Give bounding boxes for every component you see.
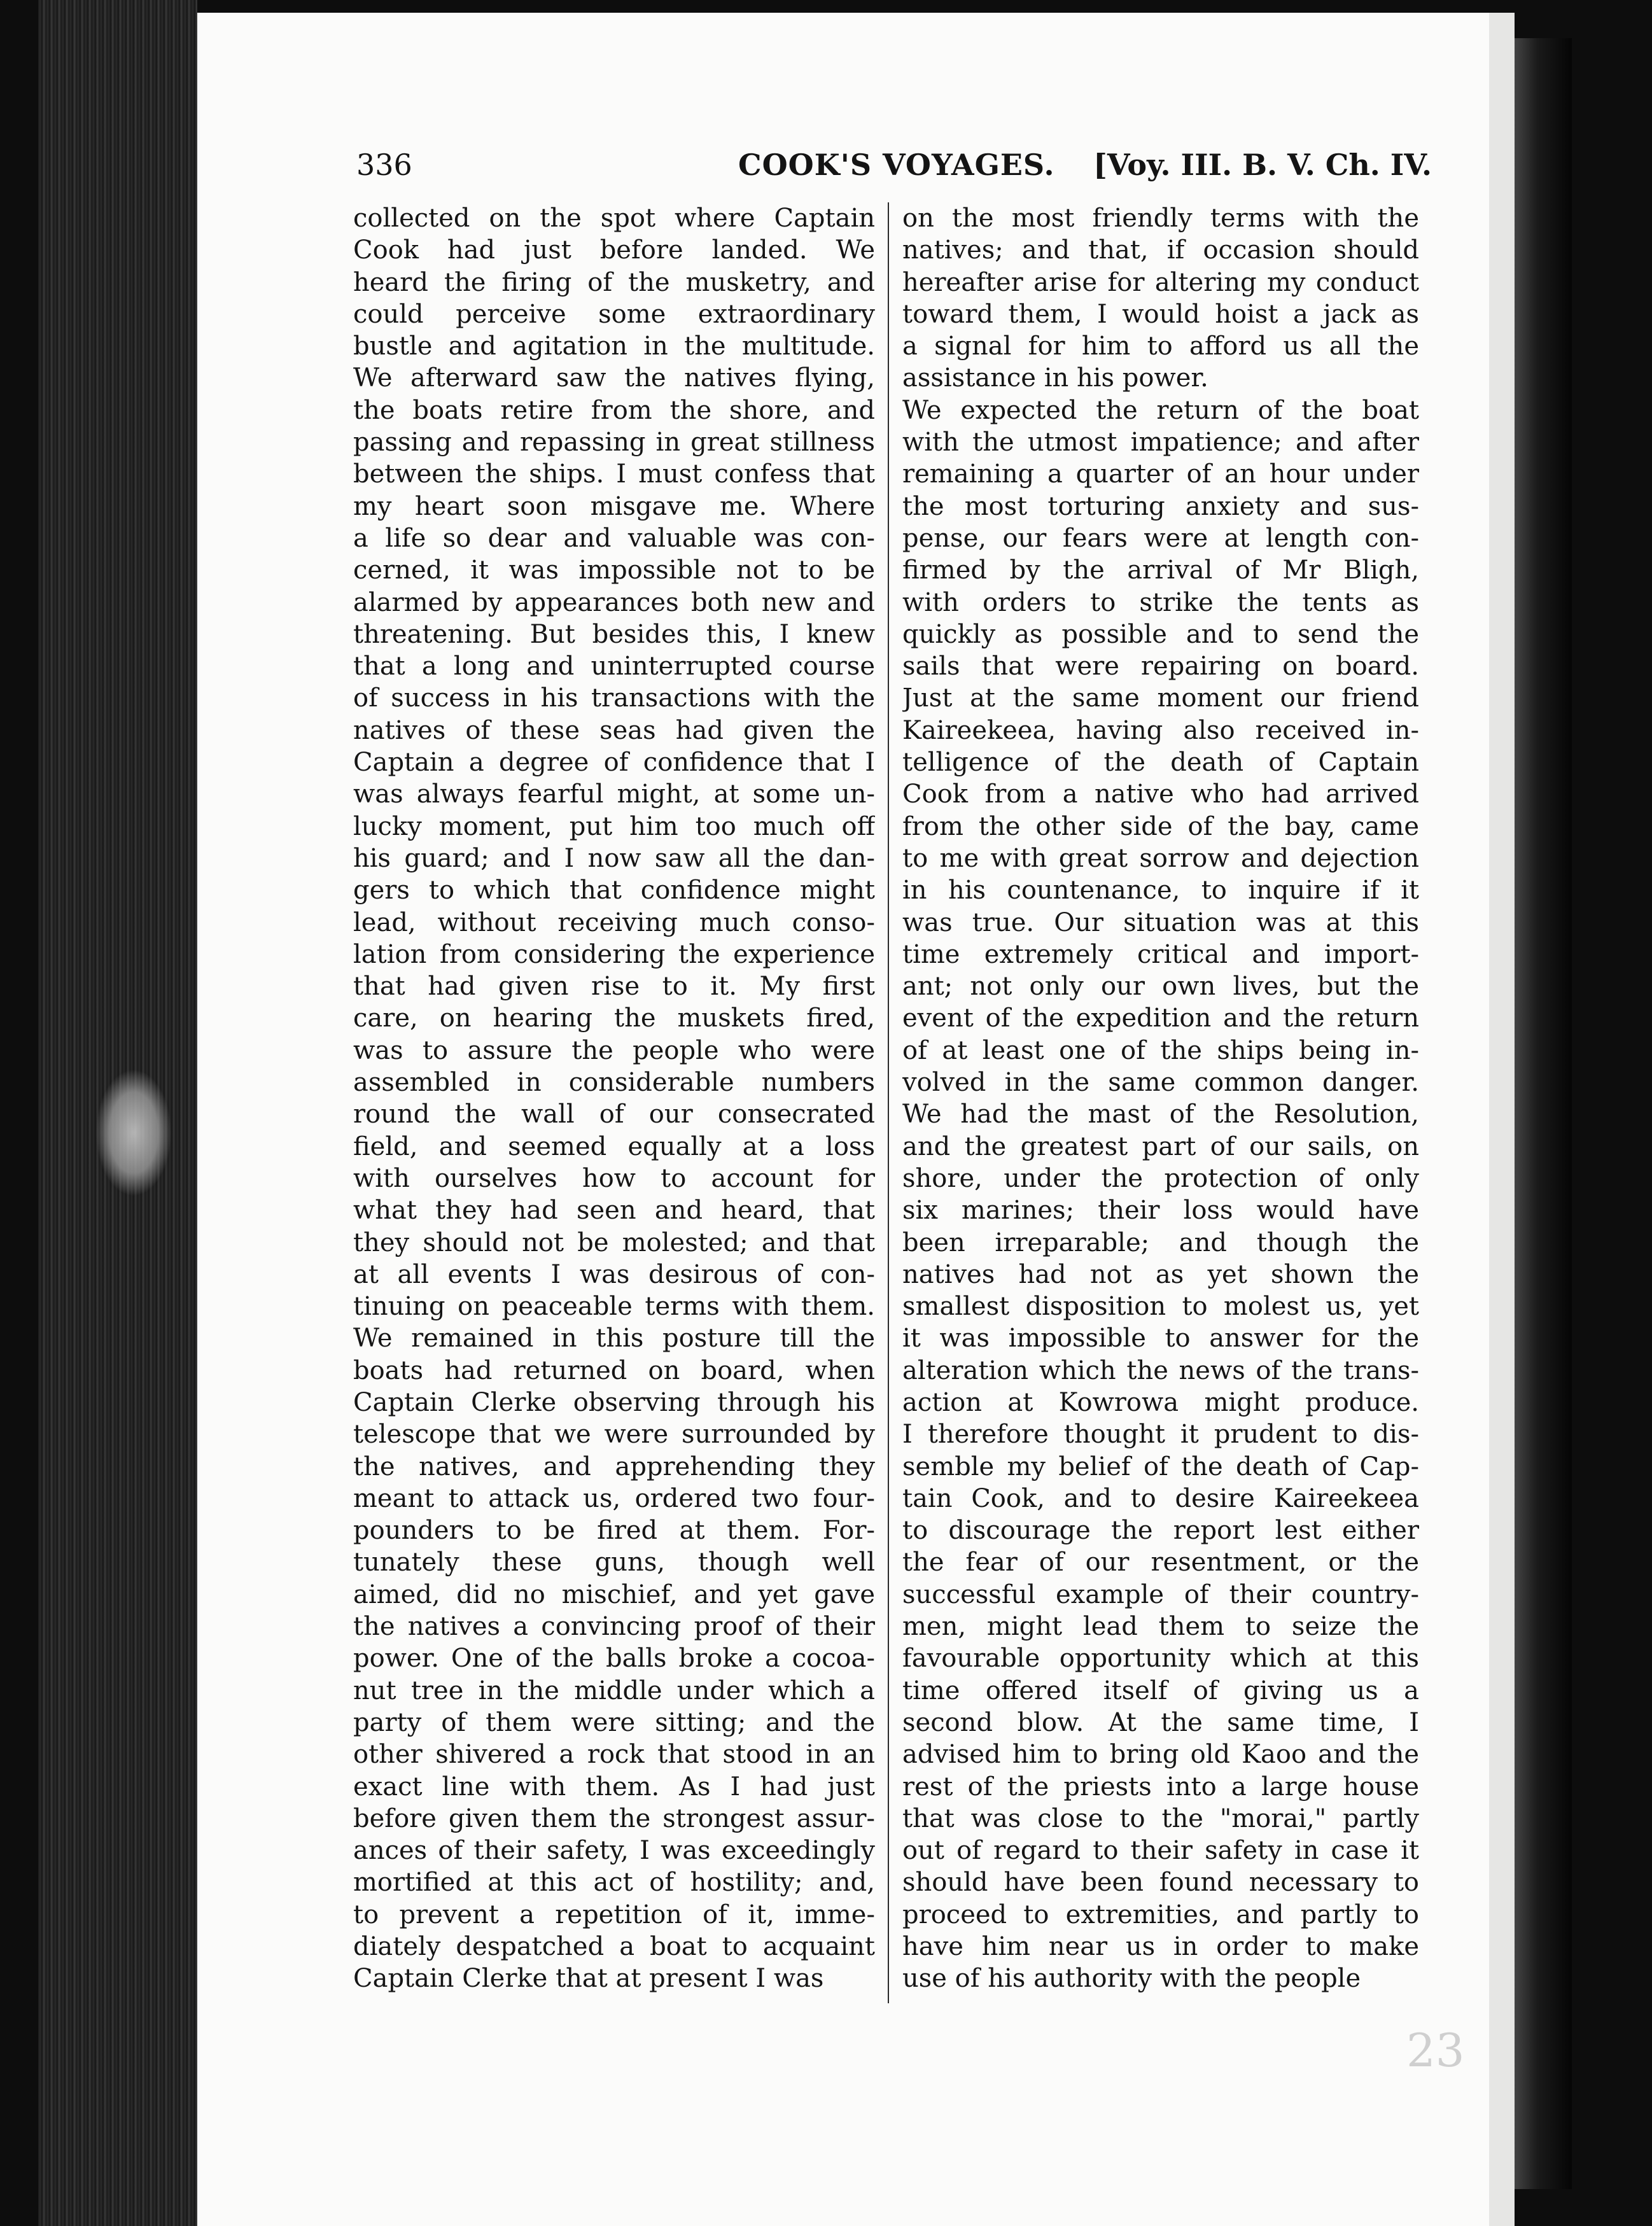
text-line: with ourselves how to account for [353,1163,875,1193]
text-line: lead, without receiving much conso- [353,907,875,937]
text-line: they should not be molested; and that [353,1228,875,1257]
text-line: six marines; their loss would have [902,1196,1419,1226]
text-line: exact line with them. As I had just [353,1772,875,1802]
text-line: to prevent a repetition of it, imme- [353,1900,875,1929]
text-line: I therefore thought it prudent to dis- [902,1420,1419,1450]
text-line: sails that were repairing on board. [902,652,1419,682]
text-line: We afterward saw the natives flying, [353,363,875,393]
text-line: Kaireekeea, having also received in- [902,715,1419,745]
text-line: at all events I was desirous of con- [353,1259,875,1289]
text-line: Captain a degree of confidence that I [353,748,875,778]
text-line: heard the firing of the musketry, and [353,267,875,297]
text-line: telligence of the death of Captain [902,748,1419,778]
text-line: was always fearful might, at some un- [353,780,875,809]
text-line: in his countenance, to inquire if it [902,876,1419,906]
running-header [356,148,1432,192]
text-line: We had the mast of the Resolution, [902,1100,1419,1130]
text-line: aimed, did no mischief, and yet gave [353,1579,875,1609]
text-line: it was impossible to answer for the [902,1324,1419,1354]
text-line: was true. Our situation was at this [902,907,1419,937]
paper-damage-mark [95,1069,172,1196]
left-text-column [353,202,875,1995]
page-number: 336 [356,148,412,182]
text-line: the boats retire from the shore, and [353,395,875,425]
text-line: should have been found necessary to [902,1868,1419,1898]
text-line: that was close to the "morai," partly [902,1803,1419,1833]
text-line: his guard; and I now saw all the dan- [353,843,875,873]
text-line: ances of their safety, I was exceedingly [353,1836,875,1866]
text-line: could perceive some extraordinary [353,299,875,329]
text-line: care, on hearing the muskets fired, [353,1004,875,1033]
text-line: was to assure the people who were [353,1035,875,1065]
text-line: that had given rise to it. My first [353,972,875,1002]
text-line: alarmed by appearances both new and [353,587,875,617]
text-line: the most torturing anxiety and sus- [902,491,1419,521]
text-line: action at Kowrowa might produce. [902,1387,1419,1417]
text-line: Cook from a native who had arrived [902,780,1419,809]
text-line: to me with great sorrow and dejection [902,843,1419,873]
text-line: favourable opportunity which at this [902,1644,1419,1674]
text-line: hereafter arise for altering my conduct [902,267,1419,297]
text-line: have him near us in order to make [902,1932,1419,1962]
text-line: Captain Clerke observing through his [353,1387,875,1417]
text-line: mortified at this act of hostility; and, [353,1868,875,1898]
text-line: assembled in considerable numbers [353,1068,875,1098]
text-line: pounders to be fired at them. For- [353,1516,875,1546]
column-divider [888,202,889,2003]
text-line: passing and repassing in great stillness [353,428,875,458]
text-line: threatening. But besides this, I knew [353,619,875,649]
text-line: with the utmost impatience; and after [902,428,1419,458]
text-line: smallest disposition to molest us, yet [902,1292,1419,1322]
text-line: other shivered a rock that stood in an [353,1740,875,1770]
text-line: firmed by the arrival of Mr Bligh, [902,556,1419,585]
text-line: nut tree in the middle under which a [353,1676,875,1705]
text-line: natives had not as yet shown the [902,1259,1419,1289]
text-line: natives; and that, if occasion should [902,235,1419,265]
text-line: the natives a convincing proof of their [353,1612,875,1642]
text-line: tinuing on peaceable terms with them. [353,1292,875,1322]
binding-shadow [1515,38,1572,2189]
text-line: pense, our fears were at length con- [902,523,1419,553]
text-line: gers to which that confidence might [353,876,875,906]
text-line: rest of the priests into a large house [902,1772,1419,1802]
text-line: what they had seen and heard, that [353,1196,875,1226]
text-line: event of the expedition and the return [902,1004,1419,1033]
text-line: quickly as possible and to send the [902,619,1419,649]
text-line: of at least one of the ships being in- [902,1035,1419,1065]
text-line: second blow. At the same time, I [902,1707,1419,1737]
text-line: from the other side of the bay, came [902,811,1419,841]
text-line: that a long and uninterrupted course [353,652,875,682]
text-line: Cook had just before landed. We [353,235,875,265]
text-line: power. One of the balls broke a cocoa- [353,1644,875,1674]
text-line: field, and seemed equally at a loss [353,1131,875,1161]
text-line: We expected the return of the boat [902,395,1419,425]
text-line: toward them, I would hoist a jack as [902,299,1419,329]
text-line: of success in his transactions with the [353,683,875,713]
text-line: meant to attack us, ordered two four- [353,1483,875,1513]
text-line: been irreparable; and though the [902,1228,1419,1257]
text-line: time extremely critical and import- [902,939,1419,969]
text-line: remaining a quarter of an hour under [902,459,1419,489]
handwritten-folio-mark: 23 [1406,2024,1465,2077]
text-line: alteration which the news of the trans- [902,1355,1419,1385]
text-line: shore, under the protection of only [902,1163,1419,1193]
text-line: diately despatched a boat to acquaint [353,1932,875,1962]
text-line: successful example of their country- [902,1579,1419,1609]
text-line: bustle and agitation in the multitude. [353,332,875,361]
text-line: lation from considering the experience [353,939,875,969]
section-reference: [Voy. III. B. V. Ch. IV. [1093,148,1432,182]
right-text-column [902,202,1419,1995]
text-line: and the greatest part of our sails, on [902,1131,1419,1161]
text-line: on the most friendly terms with the [902,204,1419,233]
text-line: ant; not only our own lives, but the [902,972,1419,1002]
text-line: boats had returned on board, when [353,1355,875,1385]
text-line: to discourage the report lest either [902,1516,1419,1546]
text-line: proceed to extremities, and partly to [902,1900,1419,1929]
text-line: time offered itself of giving us a [902,1676,1419,1705]
text-line: a signal for him to afford us all the [902,332,1419,361]
text-line: out of regard to their safety in case it [902,1836,1419,1866]
text-line: lucky moment, put him too much off [353,811,875,841]
text-line: before given them the strongest assur- [353,1803,875,1833]
text-line: men, might lead them to seize the [902,1612,1419,1642]
text-line: collected on the spot where Captain [353,204,875,233]
text-line: telescope that we were surrounded by [353,1420,875,1450]
text-line: advised him to bring old Kaoo and the [902,1740,1419,1770]
text-line: Just at the same moment our friend [902,683,1419,713]
text-line: natives of these seas had given the [353,715,875,745]
text-line: We remained in this posture till the [353,1324,875,1354]
text-line: round the wall of our consecrated [353,1100,875,1130]
text-line: Captain Clerke that at present I was [353,1964,824,1994]
text-line: volved in the same common danger. [902,1068,1419,1098]
text-line: tunately these guns, though well [353,1548,875,1578]
text-line: my heart soon misgave me. Where [353,491,875,521]
page-gutter [1489,13,1515,2226]
book-title: COOK'S VOYAGES. [738,148,1055,182]
text-line: semble my belief of the death of Cap- [902,1452,1419,1481]
text-line: the natives, and apprehending they [353,1452,875,1481]
text-line: between the ships. I must confess that [353,459,875,489]
text-line: a life so dear and valuable was con- [353,523,875,553]
text-line: with orders to strike the tents as [902,587,1419,617]
text-line: use of his authority with the people [902,1964,1361,1994]
text-line: assistance in his power. [902,363,1208,393]
text-line: tain Cook, and to desire Kaireekeea [902,1483,1419,1513]
text-line: party of them were sitting; and the [353,1707,875,1737]
text-line: cerned, it was impossible not to be [353,556,875,585]
text-line: the fear of our resentment, or the [902,1548,1419,1578]
